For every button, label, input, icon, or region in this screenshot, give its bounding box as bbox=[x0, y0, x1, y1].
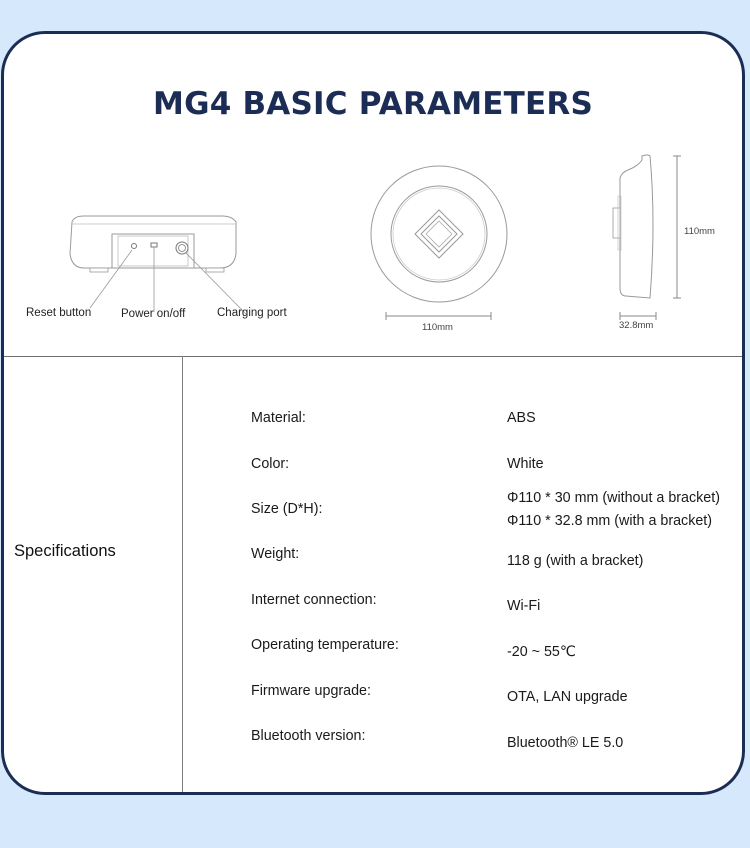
callout-reset-button: Reset button bbox=[26, 307, 92, 319]
spec-label-temperature: Operating temperature: bbox=[251, 637, 399, 653]
spec-label-material: Material: bbox=[251, 410, 306, 426]
side-view-depth-label: 32.8mm bbox=[619, 320, 654, 331]
spec-value-color: White bbox=[507, 456, 544, 472]
spec-value-bluetooth: Bluetooth® LE 5.0 bbox=[507, 735, 624, 751]
parameters-card bbox=[1, 31, 745, 795]
device-side-view-illustration bbox=[604, 152, 694, 332]
spec-label-internet: Internet connection: bbox=[251, 592, 377, 608]
device-top-view-illustration bbox=[364, 154, 524, 334]
callout-power-switch: Power on/off bbox=[121, 308, 186, 320]
top-view-diagram bbox=[364, 154, 524, 334]
spec-value-temperature: -20 ~ 55℃ bbox=[507, 644, 576, 660]
spec-value-weight: 118 g (with a bracket) bbox=[507, 553, 644, 569]
callout-charging-port: Charging port bbox=[217, 307, 287, 319]
section-divider bbox=[4, 356, 742, 357]
spec-label-bluetooth: Bluetooth version: bbox=[251, 728, 366, 744]
side-view-height-label: 110mm bbox=[684, 226, 715, 237]
spec-label-weight: Weight: bbox=[251, 546, 300, 562]
spec-value-material: ABS bbox=[507, 410, 536, 426]
specifications-heading: Specifications bbox=[14, 542, 116, 560]
front-view-diagram bbox=[24, 214, 304, 324]
spec-label-color: Color: bbox=[251, 456, 290, 472]
spec-value-internet: Wi-Fi bbox=[507, 598, 541, 614]
page-title: MG4 BASIC PARAMETERS bbox=[153, 86, 593, 122]
side-view-diagram bbox=[604, 152, 715, 332]
spec-label-size: Size (D*H): bbox=[251, 501, 323, 517]
spec-value-firmware: OTA, LAN upgrade bbox=[507, 689, 628, 705]
spec-value-size-with-bracket: Φ110 * 32.8 mm (with a bracket) bbox=[507, 513, 713, 529]
spec-label-firmware: Firmware upgrade: bbox=[251, 683, 371, 699]
column-divider bbox=[182, 356, 183, 792]
spec-value-size-without-bracket: Φ110 * 30 mm (without a bracket) bbox=[507, 490, 720, 506]
top-view-width-label: 110mm bbox=[422, 322, 453, 333]
